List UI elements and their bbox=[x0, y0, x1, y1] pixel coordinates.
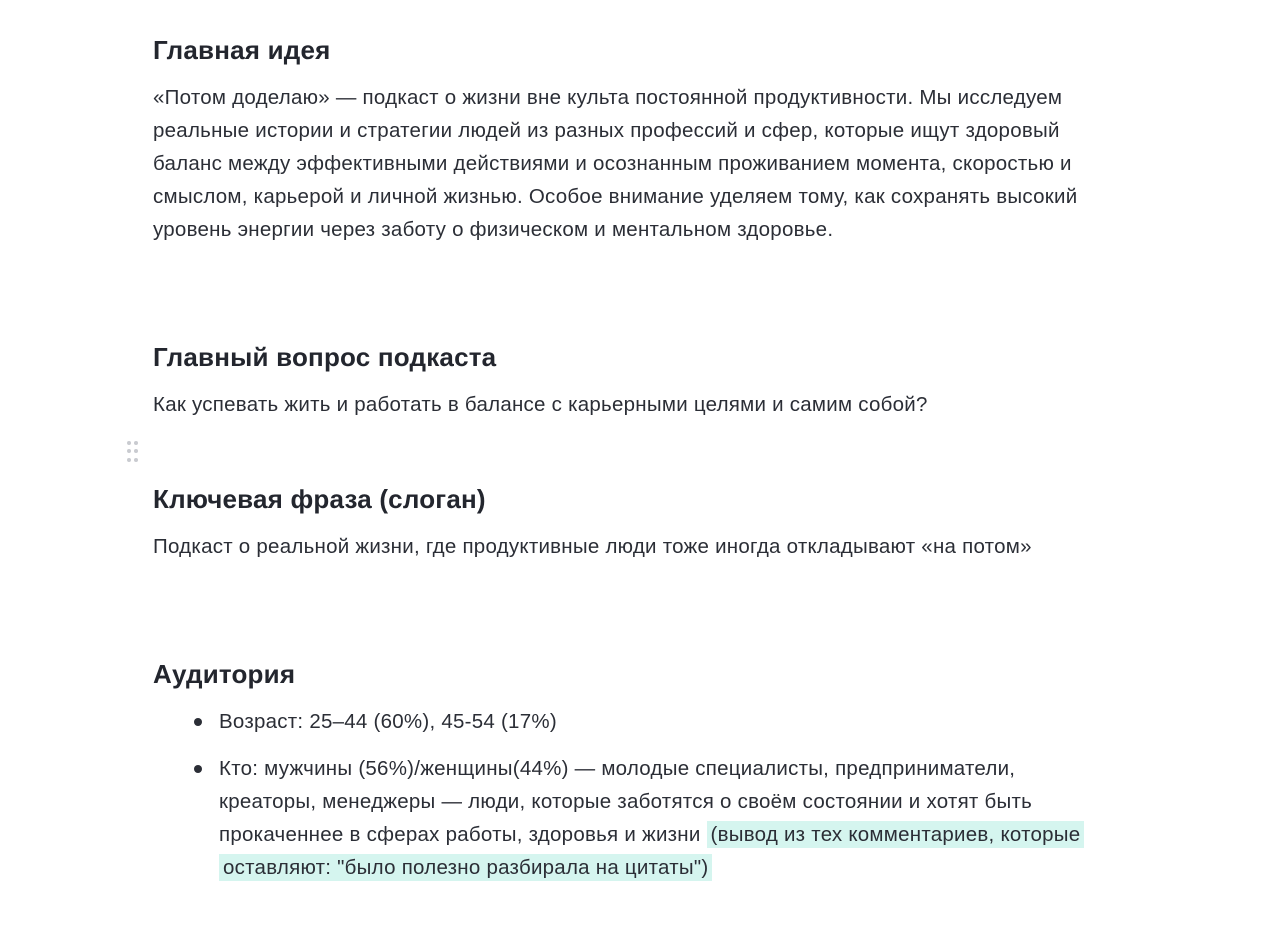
section-main-idea bbox=[153, 33, 1088, 246]
list-item-text: Возраст: 25–44 (60%), 45-54 (17%) bbox=[219, 710, 557, 733]
heading-audience[interactable]: Аудитория bbox=[153, 659, 296, 689]
highlighted-text: (вывод из тех комментариев, которые оставляют: "было полезно разбирала на цитаты") bbox=[219, 821, 1084, 881]
audience-list bbox=[153, 705, 1088, 884]
list-item[interactable] bbox=[153, 752, 1089, 884]
section-main-question bbox=[153, 340, 1088, 421]
section-slogan bbox=[153, 482, 1088, 563]
bullet-icon bbox=[194, 765, 202, 773]
list-item-text: Кто: мужчины (56%)/женщины(44%) — молодые специалисты, предприниматели, креаторы, менеджеры — люди, которые заботятся о своём состоянии и хотят быть прокаченнее в сферах работы, здоровья и жизни bbox=[219, 757, 1033, 846]
heading-main-idea[interactable]: Главная идея bbox=[153, 35, 331, 65]
paragraph-slogan[interactable]: Подкаст о реальной жизни, где продуктивные люди тоже иногда откладывают «на потом» bbox=[153, 535, 1032, 558]
drag-handle-icon[interactable] bbox=[127, 441, 139, 463]
list-item[interactable] bbox=[153, 705, 1089, 738]
heading-slogan[interactable]: Ключевая фраза (слоган) bbox=[153, 484, 486, 514]
paragraph-main-question[interactable]: Как успевать жить и работать в балансе с карьерными целями и самим собой? bbox=[153, 393, 928, 416]
paragraph-main-idea[interactable]: «Потом доделаю» — подкаст о жизни вне культа постоянной продуктивности. Мы исследуем реальные истории и стратегии людей из разных профессий и сфер, которые ищут здоровый баланс между эффективными действиями и осознанным проживанием момента, скоростью и смыслом, карьерой и личной жизнью. Особое внимание уделяем тому, как сохранять высокий уровень энергии через заботу о физическом и ментальном здоровье. bbox=[153, 86, 1078, 241]
section-audience bbox=[153, 657, 1088, 898]
bullet-icon bbox=[194, 718, 202, 726]
heading-main-question[interactable]: Главный вопрос подкаста bbox=[153, 342, 497, 372]
